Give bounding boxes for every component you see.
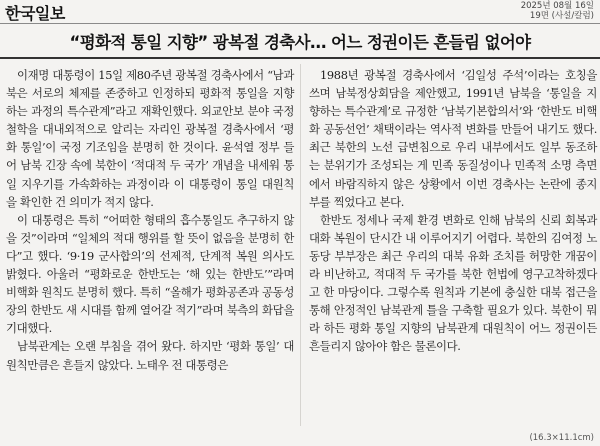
paragraph: 한반도 정세나 국제 환경 변화로 인해 남북의 신뢰 회복과 대화 복원이 단시간 내 이루어지기 어렵다. 북한의 김여정 노동당 부부장은 최근 우리의 대북 유화 조치를 허망한 개꿈이라 비난하고, 적대적 두 국가를 북한 헌법에 영구고착하겠다고 한 마당이다. 그렇수록 원칙과 기본에 충실한 대북 접근을 통해 안정적인 남북관계 틀을 구축할 필요가 있다. 북한이 뭐라 하든 평화 통일 지향의 남북관계 대원칙이 어느 정권이든 흔들리지 않아야 함은 물론이다. [309, 212, 597, 354]
headline-rule [0, 57, 600, 59]
issue-date: 2025년 08월 16일 [520, 1, 594, 11]
paragraph: 1988년 광복절 경축사에서 ‘김일성 주석’이라는 호칭을 쓰며 남북정상회담을 제안했고, 1991년 남북을 ‘통일을 지향하는 특수관계’로 규정한 ‘남북기본합의서’와 ‘한반도 비핵화 공동선언’ 채택이라는 역사적 변화를 만들어 내기도 했다. 최근 북한의 노선 급변침으로 우리 내부에서도 일부 동조하는 분위기가 조성되는 게 민족 동질성이나 민족적 소명 측면에서 바람직하지 않은 상황에서 이번 경축사는 논란에 종지부를 찍었다고 본다. [309, 68, 597, 209]
paragraph: 남북관계는 오랜 부침을 겪어 왔다. 하지만 ‘평화 통일’ 대원칙만큼은 흔들지 않았다. 노태우 전 대통령은 [6, 339, 294, 372]
clipping-size: (16.3×11.1cm) [529, 433, 594, 443]
page-section: 19면 (사설/칼럼) [529, 11, 594, 21]
masthead-rule [0, 23, 600, 24]
column-divider [300, 64, 301, 426]
article-headline: “평화적 통일 지향” 광복절 경축사… 어느 정권이든 흔들림 없어야 [69, 33, 531, 52]
paragraph: 이재명 대통령이 15일 제80주년 광복절 경축사에서 “남과 북은 서로의 체제를 존중하고 인정하되 평화적 통일을 지향하는 과정의 특수관계”라고 재확인했다. 외교안보 분야 국정 철학을 대내외적으로 알리는 자리인 광복절 경축사에서 ‘평화 통일’이 국정 기조임을 분명히 한 것이다. 윤석열 정부 들어 남북 긴장 속에 북한이 ‘적대적 두 국가’ 개념을 내세워 통일 지우기를 가속화하는 과정이라 이 대통령이 통일 대원칙을 확인한 건 의미가 적지 않다. [6, 68, 294, 209]
body-column-left [6, 66, 294, 374]
masthead [0, 0, 600, 22]
paragraph: 이 대통령은 특히 “어떠한 형태의 흡수통일도 추구하지 않을 것”이라며 “일체의 적대 행위를 할 뜻이 없음을 분명히 한다”고 했다. ‘9·19 군사합의’의 선제적, 단계적 복원 의사도 밝혔다. 아울러 “평화로운 한반도는 ‘해 있는 한반도’”라며 비핵화 원칙도 분명히 했다. 특히 “올해가 평화공존과 공동성장의 한반도 새 시대를 함께 열어갈 적기”라며 북측의 화답을 기대했다. [6, 212, 294, 336]
body-column-right [309, 66, 597, 356]
issue-meta [521, 1, 594, 21]
newspaper-logo: 한국일보 [5, 4, 65, 23]
